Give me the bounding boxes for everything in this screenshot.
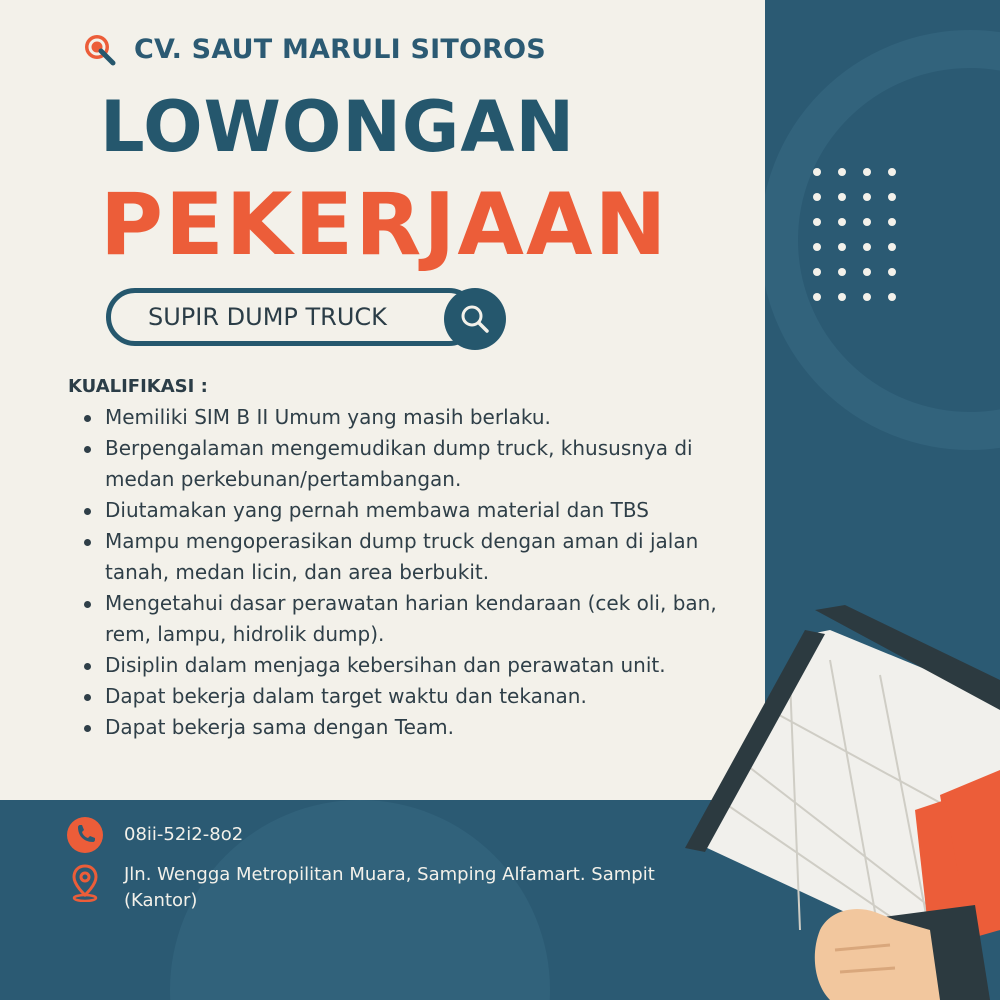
decorative-dot	[813, 243, 821, 251]
search-button	[444, 288, 506, 350]
qualification-item: Disiplin dalam menjaga kebersihan dan perawatan unit.	[72, 650, 752, 681]
decorative-dot	[863, 293, 871, 301]
decorative-dot	[863, 218, 871, 226]
decorative-dot	[863, 243, 871, 251]
phone-icon	[66, 816, 104, 854]
headline-pekerjaan: PEKERJAAN	[100, 175, 669, 275]
magnifier-logo-icon	[82, 32, 116, 66]
qualification-item: Diutamakan yang pernah membawa material dan TBS	[72, 495, 752, 526]
decorative-dot	[838, 243, 846, 251]
decorative-dot	[863, 193, 871, 201]
decorative-dot	[813, 218, 821, 226]
qualification-item: Berpengalaman mengemudikan dump truck, khususnya di medan perkebunan/pertambangan.	[72, 433, 752, 495]
qualification-item: Memiliki SIM B II Umum yang masih berlaku.	[72, 402, 752, 433]
decorative-dot	[863, 268, 871, 276]
contact-phone	[66, 816, 243, 854]
decorative-dot	[838, 218, 846, 226]
company-header	[82, 32, 546, 66]
qualification-item: Dapat bekerja dalam target waktu dan tekanan.	[72, 681, 752, 712]
qualifications-title: KUALIFIKASI :	[68, 376, 208, 397]
company-name: CV. SAUT MARULI SITOROS	[134, 33, 546, 65]
decorative-dot	[838, 193, 846, 201]
decorative-dot	[838, 293, 846, 301]
decorative-dot	[888, 243, 896, 251]
decorative-dot	[813, 268, 821, 276]
decorative-dot	[813, 293, 821, 301]
decorative-dot	[863, 168, 871, 176]
qualification-item: Dapat bekerja sama dengan Team.	[72, 712, 752, 743]
decorative-dot	[838, 268, 846, 276]
decorative-dot	[888, 168, 896, 176]
decorative-dot	[888, 193, 896, 201]
search-icon	[457, 301, 493, 337]
decorative-dot	[838, 168, 846, 176]
qualification-item: Mengetahui dasar perawatan harian kendaraan (cek oli, ban, rem, lampu, hidrolik dump).	[72, 588, 752, 650]
decorative-dot	[888, 268, 896, 276]
decorative-dot	[888, 293, 896, 301]
position-title: SUPIR DUMP TRUCK	[148, 303, 387, 331]
phone-number: 08ii-52i2-8o2	[124, 824, 244, 845]
qualification-item: Mampu mengoperasikan dump truck dengan aman di jalan tanah, medan licin, dan area berbukit.	[72, 526, 752, 588]
headline-lowongan: LOWONGAN	[100, 86, 576, 168]
decorative-dot	[888, 218, 896, 226]
address-text: Jln. Wengga Metropilitan Muara, Samping Alfamart. Sampit (Kantor)	[124, 864, 655, 911]
dot-grid-decoration	[813, 168, 913, 328]
megaphone-icon	[630, 600, 1000, 1000]
decorative-dot	[813, 193, 821, 201]
location-pin-icon	[66, 864, 104, 902]
decorative-dot	[813, 168, 821, 176]
contact-address	[66, 864, 684, 914]
